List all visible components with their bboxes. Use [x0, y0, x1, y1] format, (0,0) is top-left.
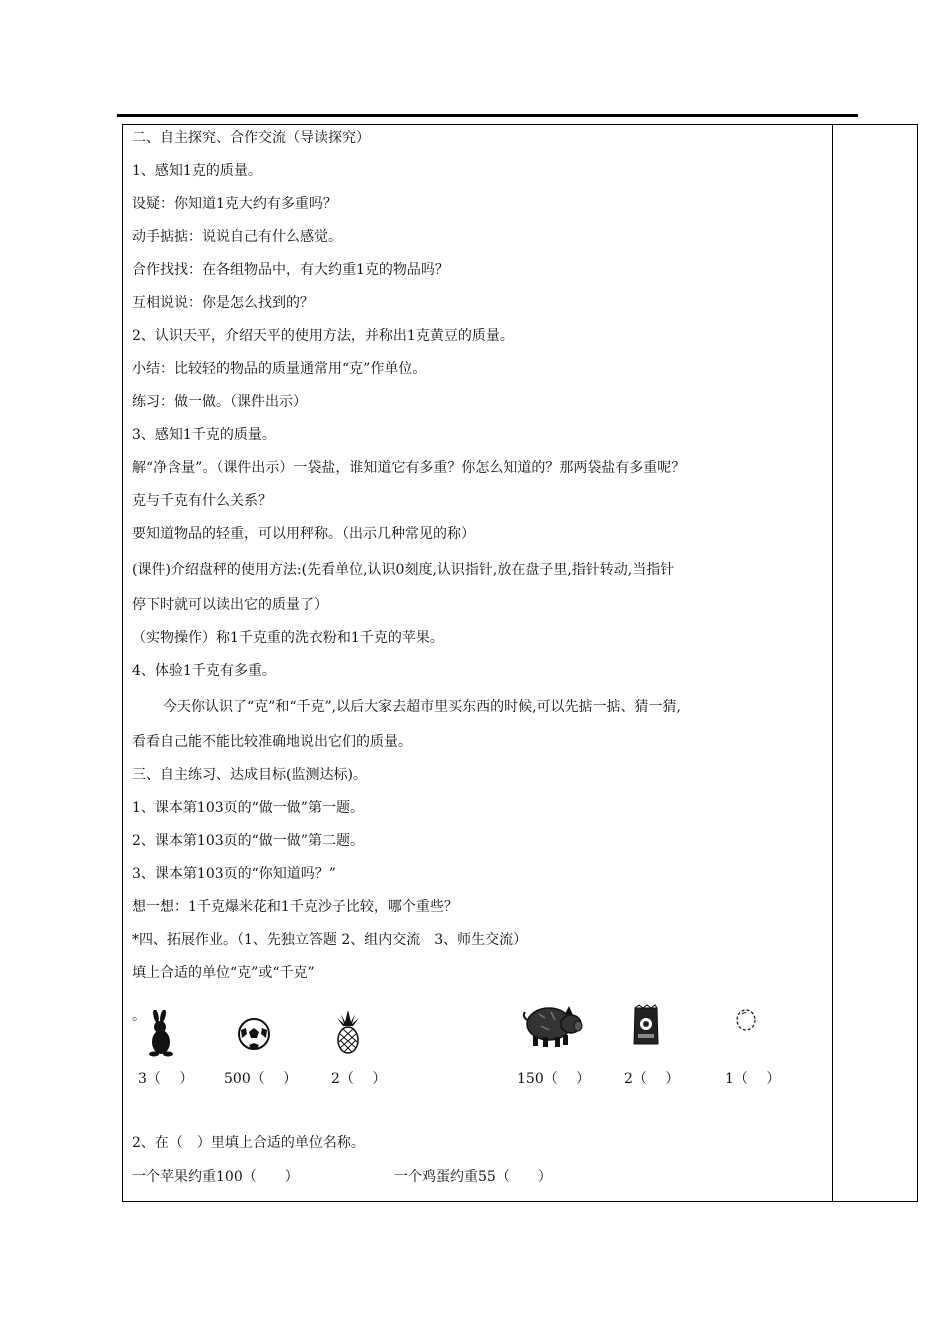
quantity-label: 1（ ） [725, 1071, 781, 1087]
text-line: 1、感知1克的质量。 [132, 163, 262, 179]
pig-icon [521, 1000, 583, 1048]
header-rule [117, 114, 858, 117]
text-line: （实物操作）称1千克重的洗衣粉和1千克的苹果。 [132, 630, 444, 646]
text-line: (课件)介绍盘秤的使用方法:(先看单位,认识0刻度,认识指针,放在盘子里,指针转动,当指针 [132, 562, 675, 578]
text-line: 克与千克有什么关系？ [132, 493, 272, 509]
lesson-content [132, 126, 826, 994]
soccer-ball-icon [237, 1016, 271, 1052]
question-2: 2、在（ ）里填上合适的单位名称。 [132, 1135, 365, 1151]
text-line: 合作找找：在各组物品中，有大约重1克的物品吗？ [132, 262, 449, 278]
text-line: 看看自己能不能比较准确地说出它们的质量。 [132, 734, 412, 750]
dot-mark: 。 [132, 1008, 146, 1024]
text-line: 今天你认识了“克”和“千克”,以后大家去超市里买东西的时候,可以先掂一掂、猜一猜, [163, 699, 681, 715]
text-line: 3、感知1千克的质量。 [132, 427, 276, 443]
pineapple-icon [333, 1008, 363, 1054]
text-line: 2、认识天平，介绍天平的使用方法，并称出1克黄豆的质量。 [132, 328, 514, 344]
text-line: 设疑：你知道1克大约有多重吗？ [132, 196, 337, 212]
column-divider [832, 124, 833, 1202]
rabbit-icon [146, 1010, 176, 1058]
text-line: 解“净含量”。（课件出示）一袋盐，谁知道它有多重？你怎么知道的？那两袋盐有多重呢？ [132, 460, 686, 476]
text-line: 小结：比较轻的物品的质量通常用“克”作单位。 [132, 361, 427, 377]
text-line: 4、体验1千克有多重。 [132, 663, 276, 679]
text-line: 互相说说：你是怎么找到的？ [132, 295, 314, 311]
quantity-label: 500（ ） [224, 1071, 298, 1087]
answer-apple: 一个苹果约重100（ ） [132, 1169, 299, 1185]
quantity-label: 3（ ） [138, 1071, 194, 1087]
bag-icon [631, 1004, 661, 1046]
quantity-label: 2（ ） [624, 1071, 680, 1087]
text-line: 练习：做一做。（课件出示） [132, 394, 307, 410]
section-heading: *四、拓展作业。（1、先独立答题 2、组内交流 3、师生交流） [132, 932, 528, 948]
section-heading: 二、自主探究、合作交流（导读探究） [132, 130, 370, 146]
text-line: 要知道物品的轻重，可以用秤称。（出示几种常见的称） [132, 526, 475, 542]
text-line: 想一想：1千克爆米花和1千克沙子比较，哪个重些？ [132, 899, 458, 915]
section-heading: 三、自主练习、达成目标(监测达标)。 [132, 767, 367, 783]
answer-egg: 一个鸡蛋约重55（ ） [394, 1169, 552, 1185]
text-line: 1、课本第103页的“做一做”第一题。 [132, 800, 364, 816]
quantity-label: 150（ ） [517, 1071, 591, 1087]
text-line: 停下时就可以读出它的质量了） [132, 597, 328, 613]
text-line: 填上合适的单位“克”或“千克” [132, 965, 315, 981]
text-line: 3、课本第103页的“你知道吗？” [132, 866, 336, 882]
text-line: 2、课本第103页的“做一做”第二题。 [132, 833, 364, 849]
egg-icon [734, 1008, 758, 1032]
text-line: 动手掂掂：说说自己有什么感觉。 [132, 229, 342, 245]
quantity-label: 2（ ） [331, 1071, 387, 1087]
